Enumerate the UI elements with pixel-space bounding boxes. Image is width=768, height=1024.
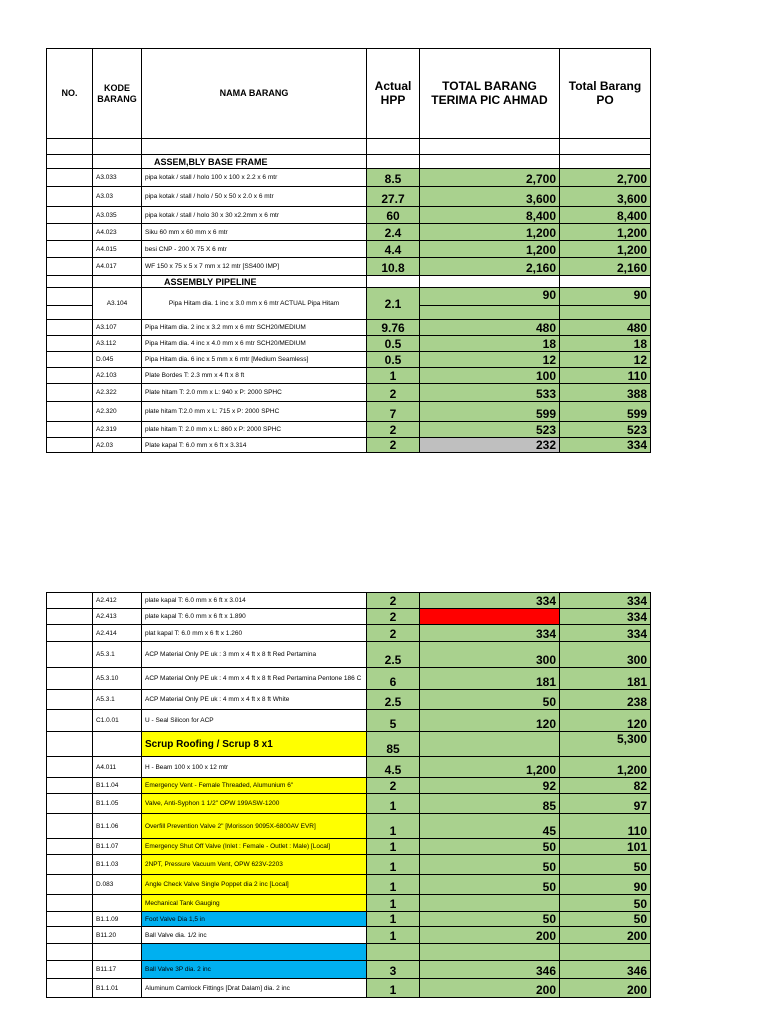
header-row xyxy=(47,49,651,139)
hpp-cell: 2 xyxy=(367,625,420,642)
blank-row xyxy=(47,139,651,155)
terima-cell: 18 xyxy=(420,336,560,352)
nama-cell: WF 150 x 75 x 5 x 7 mm x 12 mtr [SS400 IMP] xyxy=(142,258,367,276)
table-row xyxy=(47,336,651,352)
po-cell: 346 xyxy=(560,961,651,979)
hpp-cell xyxy=(367,944,420,961)
hpp-cell: 1 xyxy=(367,814,420,839)
kode-cell: A2.322 xyxy=(93,384,142,402)
table-row xyxy=(47,927,651,944)
kode-cell xyxy=(93,732,142,757)
nama-cell: plate hitam T:2.0 mm x L: 715 x P: 2000 SPHC xyxy=(142,402,367,422)
no-cell xyxy=(47,961,93,979)
kode-cell: B11.20 xyxy=(93,927,142,944)
po-cell: 50 xyxy=(560,855,651,875)
terima-cell: 2,700 xyxy=(420,169,560,187)
kode-cell: B1.1.01 xyxy=(93,979,142,998)
po-cell: 334 xyxy=(560,625,651,642)
po-cell: 12 xyxy=(560,352,651,368)
nama-cell: Pipa Hitam dia. 4 inc x 4.0 mm x 6 mtr SCH20/MEDIUM xyxy=(142,336,367,352)
terima-cell: 3,600 xyxy=(420,187,560,207)
hpp-cell: 1 xyxy=(367,855,420,875)
terima-cell: 45 xyxy=(420,814,560,839)
po-cell: 1,200 xyxy=(560,241,651,258)
no-cell xyxy=(47,422,93,438)
no-cell xyxy=(47,912,93,927)
po-cell: 110 xyxy=(560,814,651,839)
nama-cell: Plate kapal T: 6.0 mm x 6 ft x 3.314 xyxy=(142,438,367,453)
hpp-cell: 1 xyxy=(367,895,420,912)
nama-cell: besi CNP - 200 X 75 X 6 mtr xyxy=(142,241,367,258)
section1-rows xyxy=(47,169,651,276)
po-cell: 1,200 xyxy=(560,224,651,241)
table-row xyxy=(47,778,651,794)
hpp-cell: 1 xyxy=(367,912,420,927)
table-row xyxy=(47,438,651,453)
no-cell xyxy=(47,757,93,778)
hpp-cell: 2.1 xyxy=(367,288,420,320)
hpp-cell: 5 xyxy=(367,710,420,732)
po-cell: 120 xyxy=(560,710,651,732)
po-cell: 18 xyxy=(560,336,651,352)
kode-cell: A2.03 xyxy=(93,438,142,453)
no-cell xyxy=(47,438,93,453)
po-cell: 90 xyxy=(560,875,651,895)
terima-cell: 50 xyxy=(420,839,560,855)
table-row xyxy=(47,961,651,979)
terima-cell: 232 xyxy=(420,438,560,453)
table-row xyxy=(47,207,651,224)
table-row xyxy=(47,224,651,241)
kode-cell: A2.319 xyxy=(93,422,142,438)
terima-cell xyxy=(420,895,560,912)
nama-cell xyxy=(142,944,367,961)
nama-cell: Pipa Hitam dia. 6 inc x 5 mm x 6 mtr [Medium Seamless] xyxy=(142,352,367,368)
nama-cell: Pipa Hitam dia. 2 inc x 3.2 mm x 6 mtr SCH20/MEDIUM xyxy=(142,320,367,336)
terima-cell: 90 xyxy=(420,288,560,306)
po-cell: 480 xyxy=(560,320,651,336)
terima-cell xyxy=(420,944,560,961)
kode-cell: B11.17 xyxy=(93,961,142,979)
terima-cell xyxy=(420,732,560,757)
kode-cell: B1.1.03 xyxy=(93,855,142,875)
po-cell: 2,700 xyxy=(560,169,651,187)
po-cell: 82 xyxy=(560,778,651,794)
no-cell xyxy=(47,814,93,839)
nama-cell: Scrup Roofing / Scrup 8 x1 xyxy=(142,732,367,757)
kode-cell: C1.0.01 xyxy=(93,710,142,732)
terima-cell: 8,400 xyxy=(420,207,560,224)
no-cell xyxy=(47,207,93,224)
kode-cell: A3.033 xyxy=(93,169,142,187)
no-cell xyxy=(47,875,93,895)
hpp-cell: 9.76 xyxy=(367,320,420,336)
no-cell xyxy=(47,710,93,732)
kode-cell xyxy=(93,895,142,912)
table-row xyxy=(47,368,651,384)
no-cell xyxy=(47,368,93,384)
terima-cell: 100 xyxy=(420,368,560,384)
po-cell: 101 xyxy=(560,839,651,855)
po-cell xyxy=(560,944,651,961)
po-cell: 523 xyxy=(560,422,651,438)
kode-cell: A3.03 xyxy=(93,187,142,207)
hpp-cell: 2 xyxy=(367,438,420,453)
kode-cell: A4.011 xyxy=(93,757,142,778)
no-cell xyxy=(47,895,93,912)
hpp-cell: 4.4 xyxy=(367,241,420,258)
terima-cell: 346 xyxy=(420,961,560,979)
hpp-cell: 0.5 xyxy=(367,336,420,352)
terima-cell: 50 xyxy=(420,855,560,875)
kode-cell: A4.017 xyxy=(93,258,142,276)
nama-cell: Aluminum Camlock Fittings [Drat Dalam] dia. 2 inc xyxy=(142,979,367,998)
table-row xyxy=(47,625,651,642)
terima-cell: 200 xyxy=(420,927,560,944)
po-cell: 181 xyxy=(560,668,651,690)
terima-cell: 120 xyxy=(420,710,560,732)
hpp-cell: 2.5 xyxy=(367,642,420,668)
nama-cell: 2NPT, Pressure Vacuum Vent, OPW 623V-2203 xyxy=(142,855,367,875)
hpp-cell: 2 xyxy=(367,384,420,402)
table2-rows xyxy=(47,593,651,998)
no-cell xyxy=(47,625,93,642)
table-row xyxy=(47,979,651,998)
po-cell: 238 xyxy=(560,690,651,710)
terima-cell: 334 xyxy=(420,593,560,609)
kode-cell: B1.1.05 xyxy=(93,794,142,814)
header-hpp: Actual HPP xyxy=(367,49,420,139)
po-cell: 300 xyxy=(560,642,651,668)
table-row xyxy=(47,794,651,814)
kode-cell: B1.1.09 xyxy=(93,912,142,927)
no-cell xyxy=(47,778,93,794)
no-cell xyxy=(47,224,93,241)
no-cell xyxy=(47,352,93,368)
nama-cell: Emergency Vent - Female Threaded, Alumunium 6" xyxy=(142,778,367,794)
inventory-table-bottom xyxy=(46,592,651,998)
terima-cell: 92 xyxy=(420,778,560,794)
table-row xyxy=(47,288,651,306)
table-row xyxy=(47,814,651,839)
hpp-cell: 85 xyxy=(367,732,420,757)
po-cell: 5,300 xyxy=(560,732,651,757)
nama-cell: pipa kotak / stall / holo 100 x 100 x 2.2 x 6 mtr xyxy=(142,169,367,187)
nama-cell: Angle Check Valve Single Poppet dia 2 inc [Local] xyxy=(142,875,367,895)
kode-cell: A5.3.10 xyxy=(93,668,142,690)
no-cell xyxy=(47,927,93,944)
nama-cell: Valve, Anti-Syphon 1 1/2" OPW 199ASW-1200 xyxy=(142,794,367,814)
hpp-cell: 2 xyxy=(367,778,420,794)
table-row xyxy=(47,402,651,422)
nama-cell: ACP Material Only PE uk : 4 mm x 4 ft x 8 ft Red Pertamina Pentone 186 C xyxy=(142,668,367,690)
nama-cell: Overfill Prevention Valve 2" [Morisson 9095X-6800AV EVR] xyxy=(142,814,367,839)
kode-cell: A2.103 xyxy=(93,368,142,384)
terima-cell: 533 xyxy=(420,384,560,402)
kode-cell: A3.035 xyxy=(93,207,142,224)
nama-cell: pipa kotak / stall / holo 30 x 30 x2.2mm x 6 mtr xyxy=(142,207,367,224)
nama-cell: Foot Valve Dia 1,5 in xyxy=(142,912,367,927)
section-title: ASSEMBLY PIPELINE xyxy=(142,276,367,288)
table-row xyxy=(47,690,651,710)
section-row xyxy=(47,155,651,169)
po-cell: 90 xyxy=(560,288,651,306)
no-cell xyxy=(47,794,93,814)
hpp-cell: 7 xyxy=(367,402,420,422)
no-cell xyxy=(47,839,93,855)
terima-cell: 300 xyxy=(420,642,560,668)
nama-cell: pipa kotak / stall / holo / 50 x 50 x 2.0 x 6 mtr xyxy=(142,187,367,207)
po-cell: 334 xyxy=(560,609,651,625)
no-cell xyxy=(47,855,93,875)
kode-cell: B1.1.07 xyxy=(93,839,142,855)
table-row xyxy=(47,187,651,207)
nama-cell: Plate hitam T: 2.0 mm x L: 940 x P: 2000 SPHC xyxy=(142,384,367,402)
hpp-cell: 6 xyxy=(367,668,420,690)
po-cell: 8,400 xyxy=(560,207,651,224)
terima-cell: 523 xyxy=(420,422,560,438)
kode-cell: A3.104 xyxy=(93,288,142,320)
hpp-cell: 27.7 xyxy=(367,187,420,207)
hpp-cell: 2.4 xyxy=(367,224,420,241)
hpp-cell: 2 xyxy=(367,422,420,438)
nama-cell: plate hitam T: 2.0 mm x L: 860 x P: 2000 SPHC xyxy=(142,422,367,438)
table-row xyxy=(47,757,651,778)
table-row xyxy=(47,895,651,912)
kode-cell: A5.3.1 xyxy=(93,642,142,668)
po-cell: 97 xyxy=(560,794,651,814)
terima-cell: 1,200 xyxy=(420,224,560,241)
kode-cell: B1.1.06 xyxy=(93,814,142,839)
terima-cell: 50 xyxy=(420,690,560,710)
terima-cell: 85 xyxy=(420,794,560,814)
nama-cell: Mechanical Tank Gauging xyxy=(142,895,367,912)
table-row xyxy=(47,609,651,625)
hpp-cell: 1 xyxy=(367,839,420,855)
section-title: ASSEM,BLY BASE FRAME xyxy=(142,155,367,169)
hpp-cell: 1 xyxy=(367,927,420,944)
po-cell: 334 xyxy=(560,593,651,609)
section2-rows xyxy=(47,320,651,453)
terima-cell: 599 xyxy=(420,402,560,422)
kode-cell: A2.320 xyxy=(93,402,142,422)
table-row xyxy=(47,320,651,336)
po-cell: 388 xyxy=(560,384,651,402)
kode-cell: A4.015 xyxy=(93,241,142,258)
nama-cell: plate kapal T: 6.0 mm x 6 ft x 3.014 xyxy=(142,593,367,609)
kode-cell: B1.1.04 xyxy=(93,778,142,794)
table-row xyxy=(47,944,651,961)
terima-cell: 12 xyxy=(420,352,560,368)
table-row xyxy=(47,839,651,855)
terima-cell xyxy=(420,609,560,625)
no-cell xyxy=(47,732,93,757)
table-row xyxy=(47,384,651,402)
header-no: NO. xyxy=(47,49,93,139)
header-kode: KODE BARANG xyxy=(93,49,142,139)
table-row xyxy=(47,241,651,258)
kode-cell: A2.413 xyxy=(93,609,142,625)
po-cell: 110 xyxy=(560,368,651,384)
no-cell xyxy=(47,642,93,668)
kode-cell: A3.107 xyxy=(93,320,142,336)
kode-cell: D.045 xyxy=(93,352,142,368)
nama-cell: H - Beam 100 x 100 x 12 mtr xyxy=(142,757,367,778)
terima-cell: 1,200 xyxy=(420,241,560,258)
hpp-cell: 4.5 xyxy=(367,757,420,778)
nama-cell: Plate Bordes T: 2.3 mm x 4 ft x 8 ft xyxy=(142,368,367,384)
table-row xyxy=(47,258,651,276)
po-cell: 3,600 xyxy=(560,187,651,207)
kode-cell: A3.112 xyxy=(93,336,142,352)
terima-cell: 50 xyxy=(420,875,560,895)
po-cell: 50 xyxy=(560,895,651,912)
section-row xyxy=(47,276,651,288)
no-cell xyxy=(47,690,93,710)
table-row xyxy=(47,855,651,875)
terima-cell: 1,200 xyxy=(420,757,560,778)
table-row xyxy=(47,875,651,895)
terima-cell: 334 xyxy=(420,625,560,642)
nama-cell: plate kapal T: 6.0 mm x 6 ft x 1.890 xyxy=(142,609,367,625)
nama-cell: ACP Material Only PE uk : 4 mm x 4 ft x 8 ft White xyxy=(142,690,367,710)
po-cell: 200 xyxy=(560,927,651,944)
po-cell: 2,160 xyxy=(560,258,651,276)
table-row xyxy=(47,352,651,368)
hpp-cell: 3 xyxy=(367,961,420,979)
no-cell xyxy=(47,320,93,336)
kode-cell: A2.412 xyxy=(93,593,142,609)
no-cell xyxy=(47,609,93,625)
nama-cell: ACP Material Only PE uk : 3 mm x 4 ft x 8 ft Red Pertamina xyxy=(142,642,367,668)
no-cell xyxy=(47,944,93,961)
no-cell xyxy=(47,668,93,690)
hpp-cell: 1 xyxy=(367,794,420,814)
table-row xyxy=(47,642,651,668)
kode-cell: A4.023 xyxy=(93,224,142,241)
hpp-cell: 0.5 xyxy=(367,352,420,368)
header-po: Total Barang PO xyxy=(560,49,651,139)
table-row xyxy=(47,732,651,757)
header-terima: TOTAL BARANG TERIMA PIC AHMAD xyxy=(420,49,560,139)
table-row xyxy=(47,912,651,927)
hpp-cell: 10.8 xyxy=(367,258,420,276)
no-cell xyxy=(47,336,93,352)
nama-cell: Pipa Hitam dia. 1 inc x 3.0 mm x 6 mtr ACTUAL Pipa Hitam xyxy=(142,288,367,320)
hpp-cell: 1 xyxy=(367,368,420,384)
table-row xyxy=(47,593,651,609)
no-cell xyxy=(47,169,93,187)
inventory-table-top xyxy=(46,48,651,453)
hpp-cell: 2.5 xyxy=(367,690,420,710)
kode-cell: A5.3.1 xyxy=(93,690,142,710)
kode-cell: A2.414 xyxy=(93,625,142,642)
nama-cell: Ball Valve 3P dia. 2 inc xyxy=(142,961,367,979)
no-cell xyxy=(47,402,93,422)
po-cell: 599 xyxy=(560,402,651,422)
terima-cell: 480 xyxy=(420,320,560,336)
hpp-cell: 8.5 xyxy=(367,169,420,187)
nama-cell: Siku 60 mm x 60 mm x 6 mtr xyxy=(142,224,367,241)
hpp-cell: 60 xyxy=(367,207,420,224)
hpp-cell: 2 xyxy=(367,593,420,609)
no-cell xyxy=(47,187,93,207)
po-cell: 200 xyxy=(560,979,651,998)
po-cell: 1,200 xyxy=(560,757,651,778)
hpp-cell: 2 xyxy=(367,609,420,625)
kode-cell: D.083 xyxy=(93,875,142,895)
hpp-cell: 1 xyxy=(367,875,420,895)
table-row xyxy=(47,710,651,732)
hpp-cell: 1 xyxy=(367,979,420,998)
po-cell: 50 xyxy=(560,912,651,927)
nama-cell: U - Seal Silicon for ACP xyxy=(142,710,367,732)
terima-cell: 181 xyxy=(420,668,560,690)
po-cell: 334 xyxy=(560,438,651,453)
table-row xyxy=(47,668,651,690)
no-cell xyxy=(47,979,93,998)
header-nama: NAMA BARANG xyxy=(142,49,367,139)
terima-cell: 200 xyxy=(420,979,560,998)
nama-cell: Emergency Shut Off Valve (Inlet : Female - Outlet : Male) [Local] xyxy=(142,839,367,855)
terima-cell: 50 xyxy=(420,912,560,927)
table-row xyxy=(47,422,651,438)
nama-cell: Ball Valve dia. 1/2 inc xyxy=(142,927,367,944)
no-cell xyxy=(47,384,93,402)
no-cell xyxy=(47,258,93,276)
nama-cell: plat kapal T: 6.0 mm x 6 ft x 1.260 xyxy=(142,625,367,642)
kode-cell xyxy=(93,944,142,961)
table-row xyxy=(47,169,651,187)
no-cell xyxy=(47,241,93,258)
no-cell xyxy=(47,593,93,609)
terima-cell: 2,160 xyxy=(420,258,560,276)
